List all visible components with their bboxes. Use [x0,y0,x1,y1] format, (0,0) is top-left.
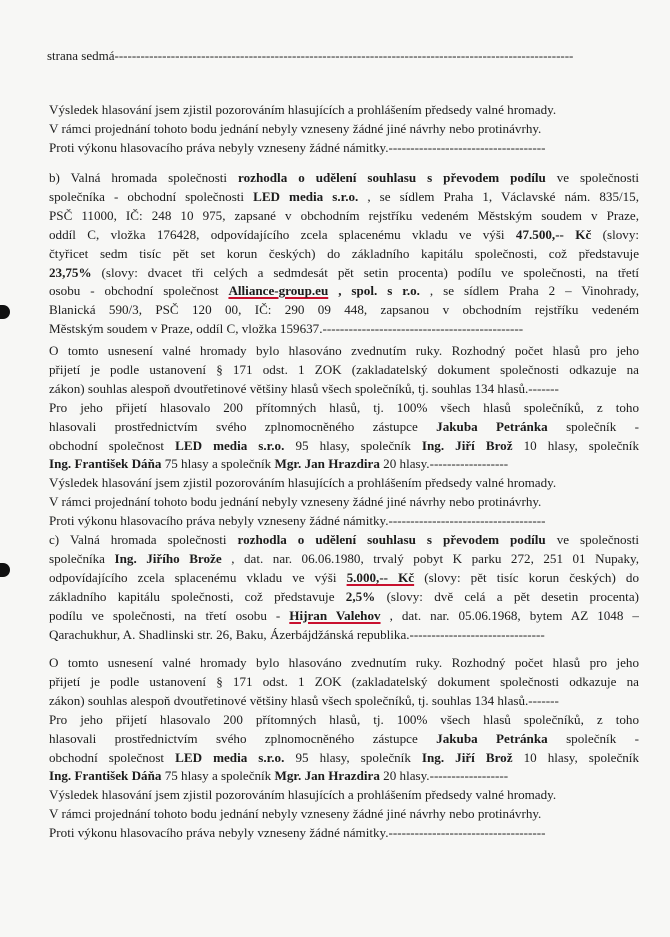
bold-text: Mgr. Jan Hrazdira [274,456,380,472]
text-line [49,551,639,567]
text-run: Blanická 590/3, PSČ 120 00, IČ: 290 09 448, zapsanou v obchodním rejstříku vedeném [49,302,639,318]
text-line [49,456,639,472]
text-run: zákon) souhlas alespoň dvoutřetinové většiny hlasů všech společníků, tj. souhlas 134 hlasů.------- [49,692,559,708]
text-line [49,608,639,624]
text-line [49,693,639,709]
text-run: (slovy: dvě celá a pět desetin procenta) [386,588,639,604]
text-line [49,283,639,299]
text-run: Pro jeho přijetí hlasovalo 200 přítomných hlasů, tj. 100% všech hlasů společníků, z toho [49,711,639,727]
text-line [49,627,639,643]
text-run: 10 hlasy, společník [523,749,639,765]
bold-text: Ing. Jiří Brož [421,437,513,453]
text-run: přijetí je podle ustanovení § 171 odst. 1 ZOK (zakladatelský dokument společnosti odkazuje na [49,361,639,377]
text-line [49,419,639,435]
bold-text: 2,5% [345,588,376,604]
text-run: 95 hlasy, společník [295,437,422,453]
bold-text: Alliance-group.eu [228,283,329,299]
bold-text: LED media s.r.o. [253,188,359,204]
text-run: Městským soudem v Praze, oddíl C, vložka 159637.---------------------------------------------- [49,321,524,337]
bold-text: , spol. s r.o. [338,283,420,299]
text-run: V rámci projednání tohoto bodu jednání nebyly vzneseny žádné jiné návrhy nebo protinávrhy. [49,494,542,510]
punch-hole-mark [0,563,10,577]
text-run: b) Valná hromada společnosti [49,170,239,185]
text-run: Qarachukhur, A. Shadlinski str. 26, Baku, Ázerbájdžánská republika.------------------------------- [49,626,545,642]
bold-text: Ing. František Dáňa [49,768,162,784]
text-run: osobu - obchodní společnost [49,283,229,299]
text-line [49,438,639,454]
text-run: oddíl C, vložka 176428, odpovídajícího zcela splacenému vkladu ve výši [49,226,516,242]
text-run: , se sídlem Praha 1, Václavské nám. 835/15, [367,188,639,204]
text-run: 20 hlasy.------------------ [383,456,509,472]
text-run: PSČ 11000, IČ: 248 10 975, zapsané v obchodním rejstříku vedeném Městským soudem v Praze, [49,207,639,223]
text-run: , dat. nar. 05.06.1968, bytem AZ 1048 – [389,607,639,623]
bold-text: Mgr. Jan Hrazdira [274,768,380,784]
text-run: (slovy: pět tisíc korun českých) do [424,569,639,585]
text-line [49,570,639,586]
text-line [49,189,639,205]
text-line [49,121,639,137]
text-line [49,170,639,186]
text-run: čtyřicet sedm tisíc pět set korun českých) do základního kapitálu společnosti, což představuje [49,245,639,261]
text-run: O tomto usnesení valné hromady bylo hlasováno zvednutím ruky. Rozhodný počet hlasů pro jeho [49,343,639,358]
bold-text: 5.000,-- Kč [346,569,415,585]
text-run: Výsledek hlasování jsem zjistil pozorováním hlasujících a prohlášením předsedy valné hromady. [49,475,557,491]
text-run: Pro jeho přijetí hlasovalo 200 přítomných hlasů, tj. 100% všech hlasů společníků, z toho [49,399,639,415]
bold-text: Ing. Jiřího Brože [114,550,222,566]
text-run: základního kapitálu společnosti, což představuje [49,588,346,604]
text-run: Proti výkonu hlasovacího práva nebyly vzneseny žádné námitky.------------------------------------ [49,513,546,529]
text-line [49,102,639,118]
text-run: hlasovali prostřednictvím svého zplnomocněného zástupce [49,730,437,746]
text-line [49,475,639,491]
text-run: přijetí je podle ustanovení § 171 odst. 1 ZOK (zakladatelský dokument společnosti odkazuje na [49,673,639,689]
text-run: společníka - obchodní společnosti [49,188,254,204]
text-run: Proti výkonu hlasovacího práva nebyly vzneseny žádné námitky.------------------------------------ [49,825,546,841]
page-header: strana sedmá---------------------------------------------------------------------------------------------------------- [47,48,574,63]
text-line [49,712,639,728]
text-line [49,343,639,359]
text-line [49,381,639,397]
text-line [49,140,639,156]
text-run: (slovy: [602,226,639,242]
text-run: Výsledek hlasování jsem zjistil pozorováním hlasujících a prohlášením předsedy valné hromady. [49,102,557,117]
text-run: ve společnosti [556,532,639,547]
text-run: (slovy: dvacet tři celých a sedmdesát pět setin procenta) podílu ve společnosti, na třetí [101,264,639,280]
text-run: 95 hlasy, společník [295,749,422,765]
text-line [49,400,639,416]
bold-text: Hijran Valehov [289,607,381,623]
text-run: , dat. nar. 06.06.1980, trvalý pobyt K parku 272, 251 01 Nupaky, [231,550,639,566]
text-run: 20 hlasy.------------------ [383,768,509,784]
text-line [49,362,639,378]
text-run: obchodní společnost [49,437,176,453]
text-run: podílu ve společnosti, na třetí osobu - [49,607,290,623]
bold-text: 23,75% [49,264,92,280]
text-line [49,806,639,822]
text-line [49,787,639,803]
punch-hole-mark [0,305,10,319]
text-line [49,246,639,262]
bold-text: rozhodla o udělení souhlasu s převodem podílu [238,170,546,185]
text-line [49,494,639,510]
text-run: V rámci projednání tohoto bodu jednání nebyly vzneseny žádné jiné návrhy nebo protinávrhy. [49,806,542,822]
text-run: společník - [566,730,639,746]
text-run: hlasovali prostřednictvím svého zplnomocněného zástupce [49,418,437,434]
text-run: Proti výkonu hlasovacího práva nebyly vzneseny žádné námitky.------------------------------------ [49,139,546,155]
text-run: 10 hlasy, společník [523,437,639,453]
bold-text: Ing. František Dáňa [49,456,162,472]
text-line [49,825,639,841]
text-line [49,589,639,605]
text-run: Výsledek hlasování jsem zjistil pozorováním hlasujících a prohlášením předsedy valné hromady. [49,787,557,803]
text-run: O tomto usnesení valné hromady bylo hlasováno zvednutím ruky. Rozhodný počet hlasů pro jeho [49,655,639,670]
text-run: odpovídajícího zcela splacenému vkladu ve výši [49,569,347,585]
text-line [49,208,639,224]
text-line [49,674,639,690]
bold-text: Jakuba Petránka [436,418,548,434]
text-line [49,513,639,529]
text-line [49,321,639,337]
text-run: 75 hlasy a společník [164,768,275,784]
text-line [49,750,639,766]
bold-text: LED media s.r.o. [175,437,285,453]
bold-text: LED media s.r.o. [175,749,285,765]
text-line [49,768,639,784]
text-line [49,302,639,318]
text-run: společníka [49,550,115,566]
bold-text: 47.500,-- Kč [515,226,592,242]
text-run: , se sídlem Praha 2 – Vinohrady, [429,283,639,299]
text-line [49,731,639,747]
bold-text: Ing. Jiří Brož [421,749,513,765]
text-run: c) Valná hromada společnosti [49,532,238,547]
text-run: zákon) souhlas alespoň dvoutřetinové většiny hlasů všech společníků, tj. souhlas 134 hlasů.------- [49,380,559,396]
text-run: 75 hlasy a společník [164,456,275,472]
text-run: V rámci projednání tohoto bodu jednání nebyly vzneseny žádné jiné návrhy nebo protinávrhy. [49,120,542,136]
text-run: ve společnosti [556,170,639,185]
text-run: společník - [566,418,639,434]
text-line [49,265,639,281]
bold-text: rozhodla o udělení souhlasu s převodem podílu [237,532,546,547]
text-line [49,532,639,548]
bold-text: Jakuba Petránka [436,730,548,746]
text-line [49,227,639,243]
text-line [49,655,639,671]
text-run: obchodní společnost [49,749,176,765]
